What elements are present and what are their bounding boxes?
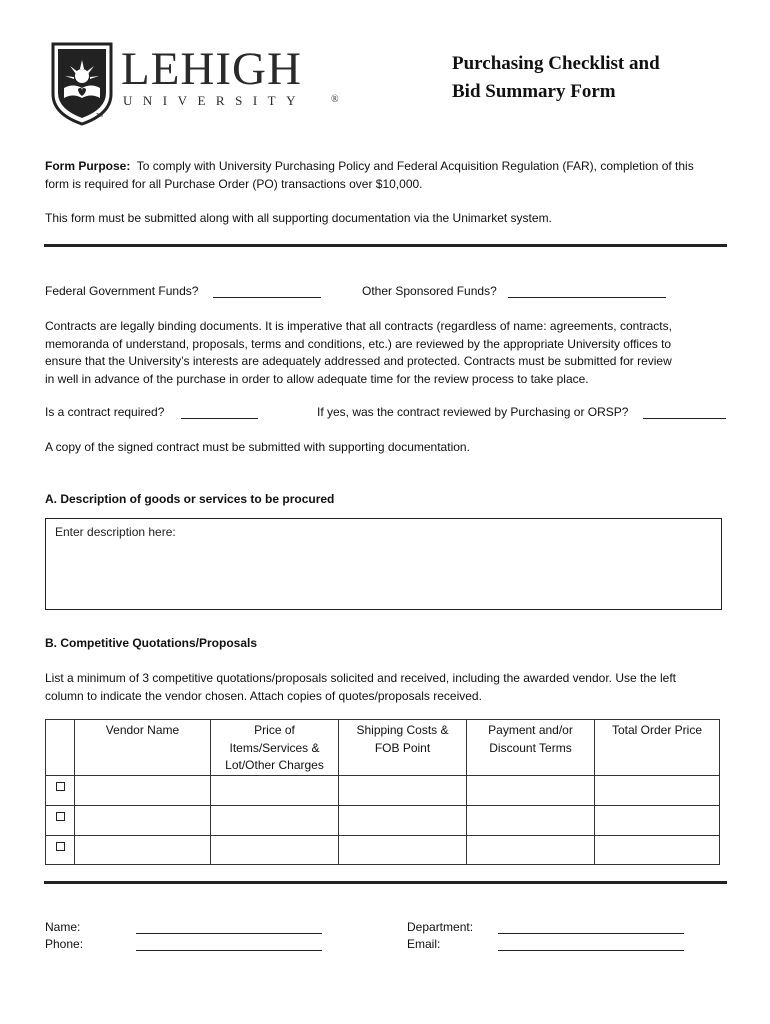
section-b-instructions: [45, 670, 735, 705]
signed-contract-note: A copy of the signed contract must be submitted with supporting documentation.: [45, 440, 470, 454]
vendor-chosen-checkbox[interactable]: [46, 805, 75, 835]
form-purpose: [45, 158, 735, 193]
total-cell[interactable]: [595, 805, 720, 835]
contracts-paragraph: [45, 318, 735, 388]
col-header-select: [46, 720, 75, 776]
table-row: [46, 805, 720, 835]
form-title-line1: Purchasing Checklist and: [452, 53, 660, 74]
divider-top: [44, 244, 727, 247]
logo-registered-mark: ®: [331, 94, 339, 105]
checkbox-icon[interactable]: [56, 842, 65, 851]
other-funds-label: Other Sponsored Funds?: [362, 284, 497, 298]
col-header-total: Total Order Price: [595, 720, 720, 776]
col-header-shipping-line-2: FOB Point: [374, 740, 431, 755]
price-cell[interactable]: [211, 805, 339, 835]
federal-funds-field[interactable]: [213, 285, 321, 298]
contracts-line-3: ensure that the University’s interests are adequately addressed and protected. Contracts must be submitted for review: [45, 354, 672, 368]
contract-required-field[interactable]: [181, 406, 258, 419]
vendor-name-cell[interactable]: [75, 835, 211, 864]
section-b-line-1: List a minimum of 3 competitive quotations/proposals solicited and received, including the awarded vendor. Use the left: [45, 671, 677, 685]
shipping-cell[interactable]: [339, 775, 467, 805]
federal-funds-label: Federal Government Funds?: [45, 284, 199, 298]
price-cell[interactable]: [211, 775, 339, 805]
vendor-chosen-checkbox[interactable]: [46, 835, 75, 864]
lehigh-shield-logo-icon: [50, 42, 114, 126]
submission-note: This form must be submitted along with all supporting documentation via the Unimarket system.: [45, 211, 552, 225]
description-textarea[interactable]: [45, 518, 722, 610]
payment-cell[interactable]: [467, 775, 595, 805]
checkbox-icon[interactable]: [56, 812, 65, 821]
form-purpose-text: To comply with University Purchasing Policy and Federal Acquisition Regulation (FAR), completion of this: [136, 159, 694, 173]
department-field[interactable]: [498, 921, 684, 934]
other-funds-field[interactable]: [508, 285, 666, 298]
phone-label: Phone:: [45, 937, 84, 951]
price-cell[interactable]: [211, 835, 339, 864]
logo-tm: TM: [96, 113, 104, 119]
vendor-name-cell[interactable]: [75, 805, 211, 835]
quotations-table: [45, 719, 720, 865]
contracts-line-2: memoranda of understand, proposals, terms and conditions, etc.) are reviewed by the appropriate University offices to: [45, 336, 672, 351]
contract-required-label: Is a contract required?: [45, 405, 165, 419]
phone-field[interactable]: [136, 938, 322, 951]
payment-cell[interactable]: [467, 835, 595, 864]
email-field[interactable]: [498, 938, 684, 951]
section-a-heading: A. Description of goods or services to be procured: [45, 492, 335, 506]
shipping-cell[interactable]: [339, 805, 467, 835]
form-purpose-text2: form is required for all Purchase Order (PO) transactions over $10,000.: [45, 176, 423, 191]
department-label: Department:: [407, 920, 474, 934]
divider-bottom: [44, 881, 727, 884]
vendor-name-cell[interactable]: [75, 775, 211, 805]
col-header-payment: [467, 720, 595, 776]
section-b-line-2: column to indicate the vendor chosen. Attach copies of quotes/proposals received.: [45, 688, 482, 703]
payment-cell[interactable]: [467, 805, 595, 835]
name-label: Name:: [45, 920, 81, 934]
total-cell[interactable]: [595, 835, 720, 864]
contracts-line-4: in well in advance of the purchase in order to allow adequate time for the review process to take place.: [45, 371, 589, 386]
col-header-payment-line-2: Discount Terms: [489, 740, 572, 755]
form-purpose-label: Form Purpose:: [45, 159, 131, 173]
col-header-price-line-1: Price of: [254, 723, 295, 737]
col-header-shipping: [339, 720, 467, 776]
form-title-line2: Bid Summary Form: [452, 81, 616, 102]
name-field[interactable]: [136, 921, 322, 934]
logo-subtitle: UNIVERSITY: [123, 93, 306, 108]
email-label: Email:: [407, 937, 441, 951]
table-row: [46, 775, 720, 805]
contract-reviewed-field[interactable]: [643, 406, 726, 419]
table-header-row: [46, 720, 720, 776]
logo-wordmark: LEHIGH: [121, 43, 302, 95]
col-header-price-line-3: Lot/Other Charges: [225, 758, 324, 772]
contracts-line-1: Contracts are legally binding documents. It is imperative that all contracts (regardless of name: agreements, contracts,: [45, 319, 672, 333]
contract-reviewed-label: If yes, was the contract reviewed by Purchasing or ORSP?: [317, 405, 629, 419]
vendor-chosen-checkbox[interactable]: [46, 775, 75, 805]
col-header-shipping-line-1: Shipping Costs &: [356, 723, 449, 737]
table-row: [46, 835, 720, 864]
col-header-price-line-2: Items/Services &: [229, 740, 320, 755]
section-b-heading: B. Competitive Quotations/Proposals: [45, 636, 258, 650]
description-placeholder: Enter description here:: [55, 525, 176, 539]
col-header-price: [211, 720, 339, 776]
shipping-cell[interactable]: [339, 835, 467, 864]
checkbox-icon[interactable]: [56, 782, 65, 791]
form-title: [452, 50, 660, 106]
total-cell[interactable]: [595, 775, 720, 805]
col-header-vendor: Vendor Name: [75, 720, 211, 776]
col-header-payment-line-1: Payment and/or: [488, 723, 573, 737]
